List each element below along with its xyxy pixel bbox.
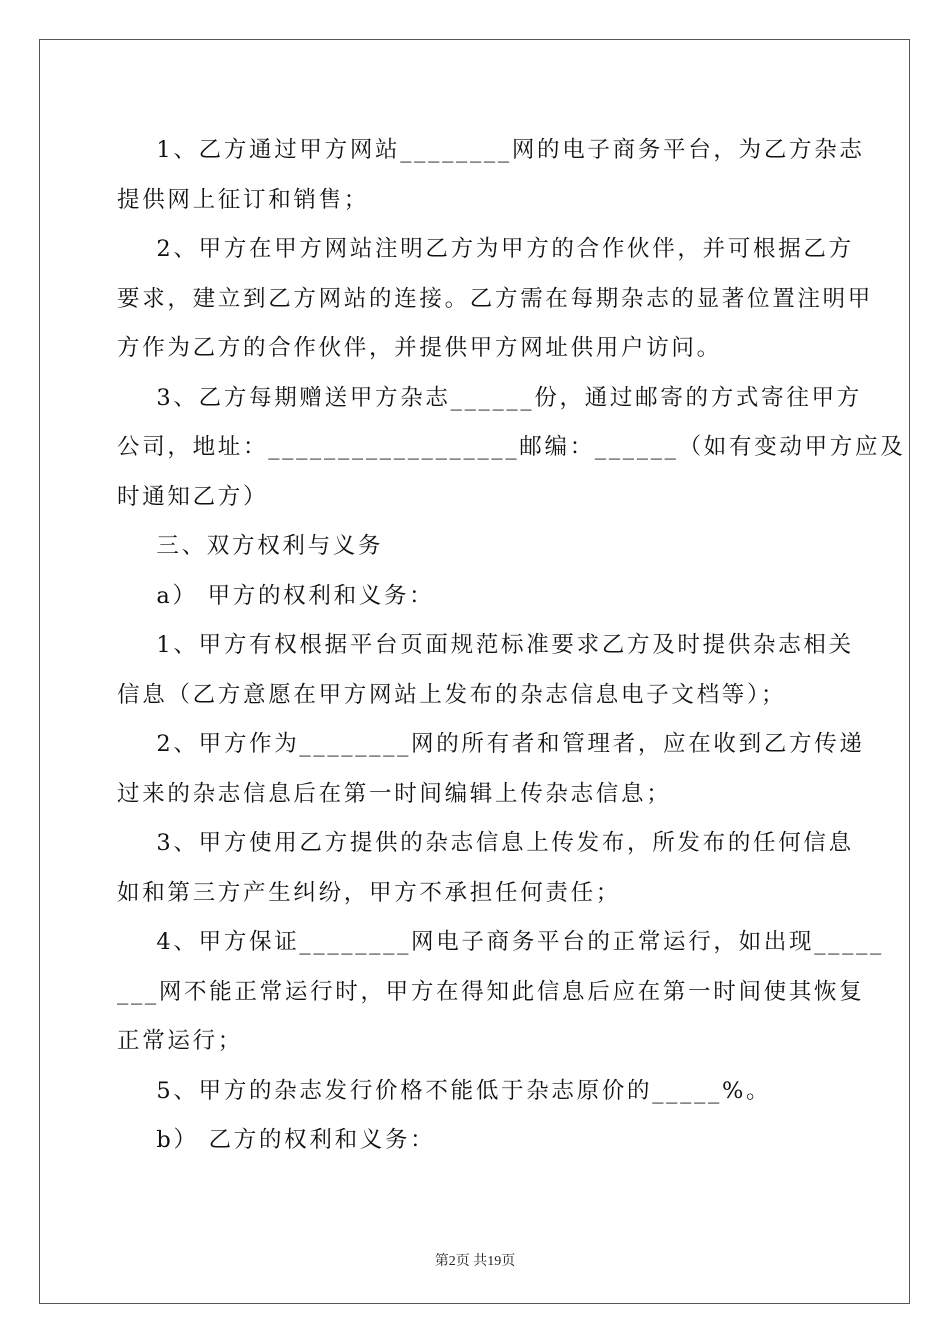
text-line: 3、甲方使用乙方提供的杂志信息上传发布，所发布的任何信息 bbox=[117, 830, 854, 856]
text-line: ___网不能正常运行时，甲方在得知此信息后应在第一时间使其恢复 bbox=[117, 979, 865, 1005]
page-frame bbox=[39, 39, 910, 1304]
text-line: 方作为乙方的合作伙伴，并提供甲方网址供用户访问。 bbox=[117, 335, 722, 361]
text-line: 4、甲方保证________网电子商务平台的正常运行，如出现_____ bbox=[117, 929, 884, 955]
text-line: 提供网上征订和销售； bbox=[117, 187, 370, 213]
text-line: 1、乙方通过甲方网站________网的电子商务平台，为乙方杂志 bbox=[117, 137, 865, 163]
text-line: 时通知乙方） bbox=[117, 484, 269, 510]
text-line: 5、甲方的杂志发行价格不能低于杂志原价的_____%。 bbox=[117, 1078, 772, 1104]
subsection-heading: b） 乙方的权利和义务： bbox=[117, 1127, 436, 1153]
text-line: 2、甲方作为________网的所有者和管理者，应在收到乙方传递 bbox=[117, 731, 865, 757]
text-line: 信息（乙方意愿在甲方网站上发布的杂志信息电子文档等）； bbox=[117, 682, 787, 708]
section-heading: 三、双方权利与义务 bbox=[117, 533, 384, 559]
text-line: 2、甲方在甲方网站注明乙方为甲方的合作伙伴，并可根据乙方 bbox=[117, 236, 854, 262]
text-line: 过来的杂志信息后在第一时间编辑上传杂志信息； bbox=[117, 781, 672, 807]
text-line: 公司，地址：__________________邮编：______（如有变动甲方应及 bbox=[117, 434, 906, 460]
text-line: 正常运行； bbox=[117, 1028, 244, 1054]
text-line: 要求，建立到乙方网站的连接。乙方需在每期杂志的显著位置注明甲 bbox=[117, 286, 874, 312]
page-footer: 第2页 共19页 bbox=[434, 1254, 516, 1269]
text-line: 如和第三方产生纠纷，甲方不承担任何责任； bbox=[117, 880, 622, 906]
text-line: 1、甲方有权根据平台页面规范标准要求乙方及时提供杂志相关 bbox=[117, 632, 854, 658]
subsection-heading: a） 甲方的权利和义务： bbox=[117, 583, 435, 609]
text-line: 3、乙方每期赠送甲方杂志______份，通过邮寄的方式寄往甲方 bbox=[117, 385, 862, 411]
